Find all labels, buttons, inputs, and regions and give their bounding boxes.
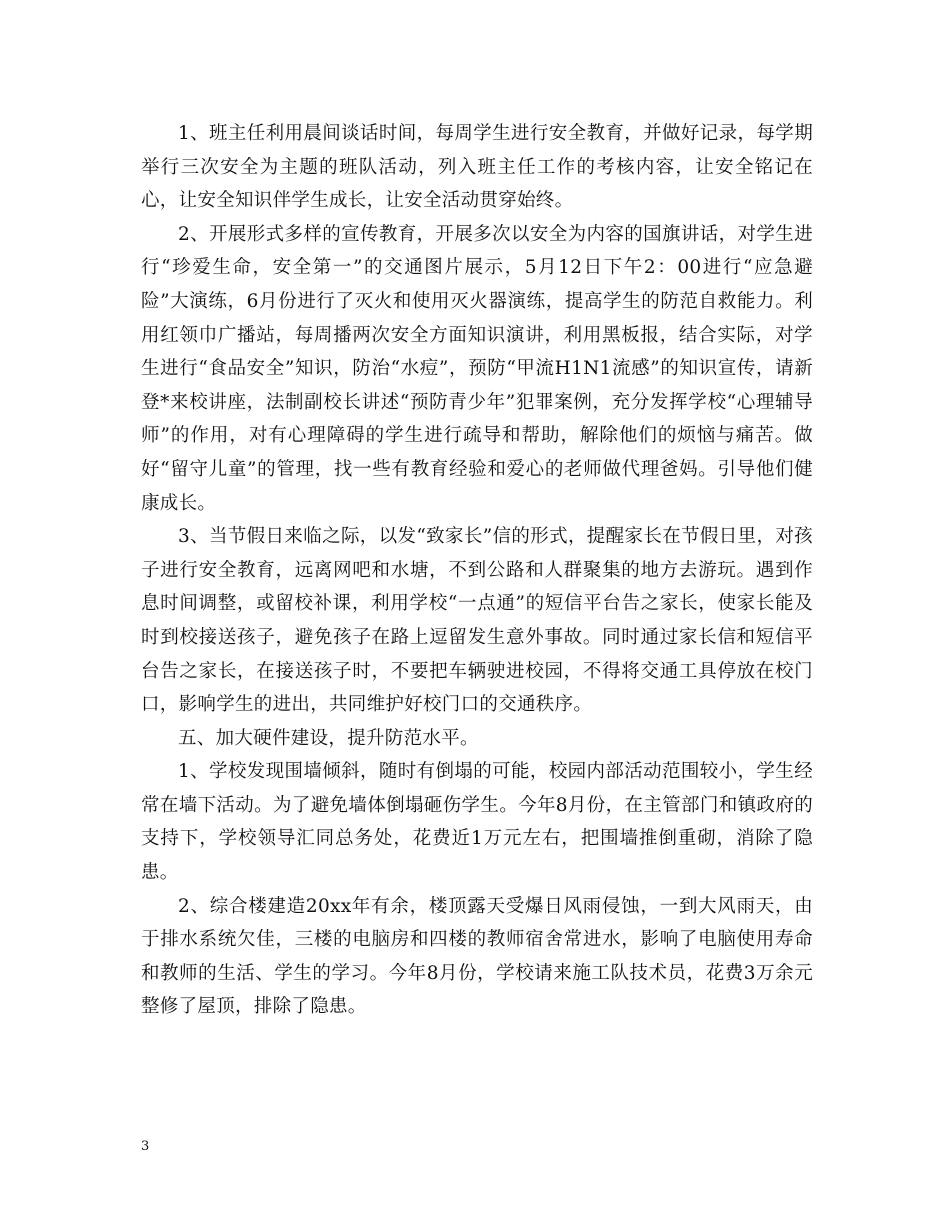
paragraph-publicity-education: 2、开展形式多样的宣传教育，开展多次以安全为内容的国旗讲话，对学生进行“珍爱生命，安全第一”的交通图片展示，5月12日下午2：00进行“应急避险”大演练，6月份进行了灭火和使用灭火器演练，提高学生的防范自救能力。利用红领巾广播站，每周播两次安全方面知识演讲，利用黑板报，结合实际，对学生进行“食品安全”知识，防治“水痘”，预防“甲流H1N1流感”的知识宣传，请新登*来校讲座，法制副校长讲述“预防青少年”犯罪案例，充分发挥学校“心理辅导师”的作用，对有心理障碍的学生进行疏导和帮助，解除他们的烦恼与痛苦。做好“留守儿童”的管理，找一些有教育经验和爱心的老师做代理爸妈。引导他们健康成长。 [141,223,813,514]
paragraph-class-teacher-education: 1、班主任利用晨间谈话时间，每周学生进行安全教育，并做好记录，每学期举行三次安全为主题的班队活动，列入班主任工作的考核内容，让安全铭记在心，让安全知识伴学生成长，让安全活动贯穿始终。 [141,123,813,212]
paragraph-roof-repair: 2、综合楼建造20xx年有余，楼顶露天受爆日风雨侵蚀，一到大风雨天，由于排水系统欠佳，三楼的电脑房和四楼的教师宿舍常进水，影响了电脑使用寿命和教师的生活、学生的学习。今年8月份，学校请来施工队技术员，花费3万余元整修了屋顶，排除了隐患。 [141,895,813,1018]
document-body [141,117,813,1024]
section-heading-hardware: 五、加大硬件建设，提升防范水平。 [178,727,479,749]
paragraph-holiday-notice: 3、当节假日来临之际，以发“致家长”信的形式，提醒家长在节假日里，对孩子进行安全教育，远离网吧和水塘，不到公路和人群聚集的地方去游玩。遇到作息时间调整，或留校补课，利用学校“一点通”的短信平台告之家长，使家长能及时到校接送孩子，避免孩子在路上逗留发生意外事故。同时通过家长信和短信平台告之家长，在接送孩子时，不要把车辆驶进校园，不得将交通工具停放在校门口，影响学生的进出，共同维护好校门口的交通秩序。 [141,526,813,716]
paragraph-wall-rebuild: 1、学校发现围墙倾斜，随时有倒塌的可能，校园内部活动范围较小，学生经常在墙下活动。为了避免墙体倒塌砸伤学生。今年8月份，在主管部门和镇政府的支持下，学校领导汇同总务处，花费近1万元左右，把围墙推倒重砌，消除了隐患。 [141,761,813,884]
page-number: 3 [141,1139,150,1154]
